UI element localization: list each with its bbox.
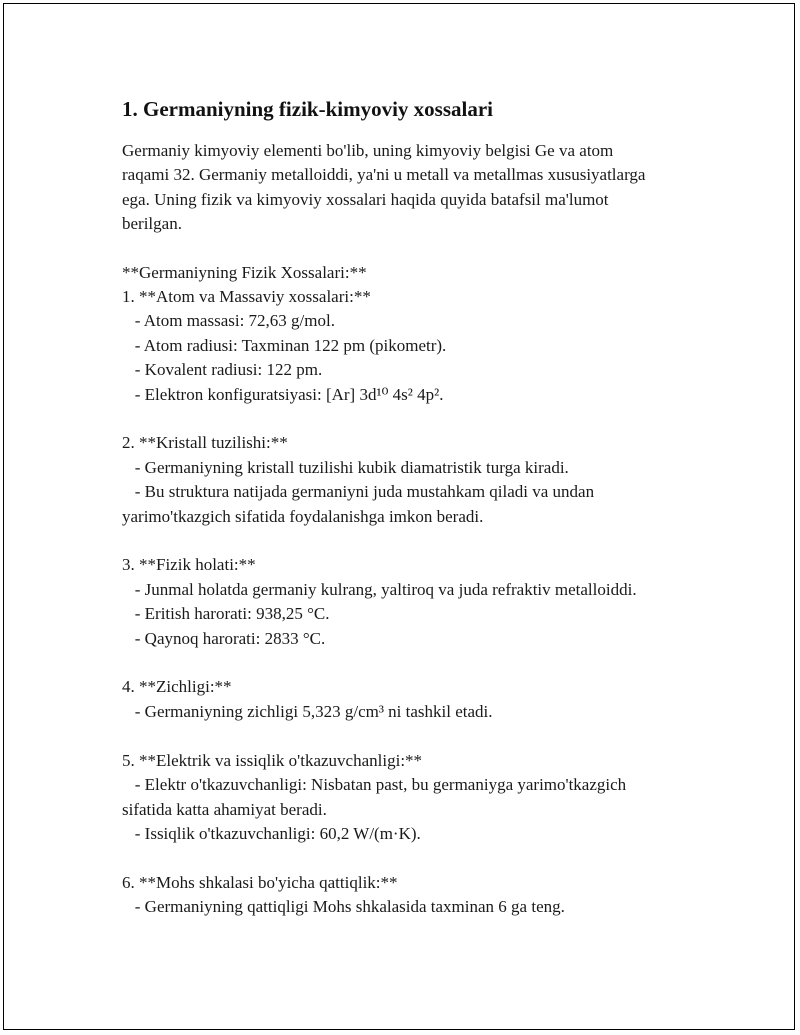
list-subitem: - Germaniyning kristall tuzilishi kubik diamatristik turga kiradi.: [122, 457, 569, 477]
list-item-heading: 5. **Elektrik va issiqlik o'tkazuvchanligi:**: [122, 750, 423, 770]
list-subitem-continuation: sifatida katta ahamiyat beradi.: [122, 799, 327, 819]
list-item-heading: 6. **Mohs shkalasi bo'yicha qattiqlik:**: [122, 872, 398, 892]
blank-line: [122, 846, 722, 870]
list-item-heading: 4. **Zichligi:**: [122, 677, 232, 697]
list-subitem-continuation: yarimo'tkazgich sifatida foydalanishga imkon beradi.: [122, 506, 484, 526]
blank-line: [122, 529, 722, 553]
list-subitem: - Eritish harorati: 938,25 °C.: [122, 604, 330, 624]
list-subitem: - Issiqlik o'tkazuvchanligi: 60,2 W/(m·K).: [122, 823, 421, 843]
list-subitem: - Germaniyning qattiqligi Mohs shkalasida taxminan 6 ga teng.: [122, 897, 565, 917]
blank-line: [122, 724, 722, 748]
list-subitem: - Elektr o'tkazuvchanligi: Nisbatan past, bu germaniyga yarimo'tkazgich: [122, 775, 627, 795]
list-subitem: - Atom radiusi: Taxminan 122 pm (pikometr).: [122, 335, 447, 355]
intro-paragraph: Germaniy kimyoviy elementi bo'lib, uning kimyoviy belgisi Ge va atom raqami 32. Germaniy metalloiddi, ya'ni u metall va metallmas xususiyatlarga ega. Uning fizik va kimyoviy xossalari haqida quyida batafsil ma'lumot berilgan.: [122, 141, 646, 234]
document-body: [122, 261, 722, 920]
list-subitem: - Elektron konfiguratsiyasi: [Ar] 3d¹⁰ 4s² 4p².: [122, 384, 444, 404]
list-subitem: - Kovalent radiusi: 122 pm.: [122, 360, 323, 380]
blank-line: [122, 407, 722, 431]
list-item-heading: 1. **Atom va Massaviy xossalari:**: [122, 287, 371, 307]
list-subitem: - Bu struktura natijada germaniyni juda mustahkam qiladi va undan: [122, 482, 595, 502]
list-subitem: - Qaynoq harorati: 2833 °C.: [122, 628, 326, 648]
section-heading: **Germaniyning Fizik Xossalari:**: [122, 262, 367, 282]
list-item-heading: 2. **Kristall tuzilishi:**: [122, 433, 288, 453]
document-title: 1. Germaniyning fizik-kimyoviy xossalari: [122, 97, 494, 121]
page-frame: [3, 3, 795, 1030]
list-subitem: - Germaniyning zichligi 5,323 g/cm³ ni tashkil etadi.: [122, 701, 493, 721]
list-item-heading: 3. **Fizik holati:**: [122, 555, 256, 575]
blank-line: [122, 651, 722, 675]
document-content: [122, 96, 722, 920]
list-subitem: - Junmal holatda germaniy kulrang, yaltiroq va juda refraktiv metalloiddi.: [122, 579, 637, 599]
list-subitem: - Atom massasi: 72,63 g/mol.: [122, 311, 335, 331]
